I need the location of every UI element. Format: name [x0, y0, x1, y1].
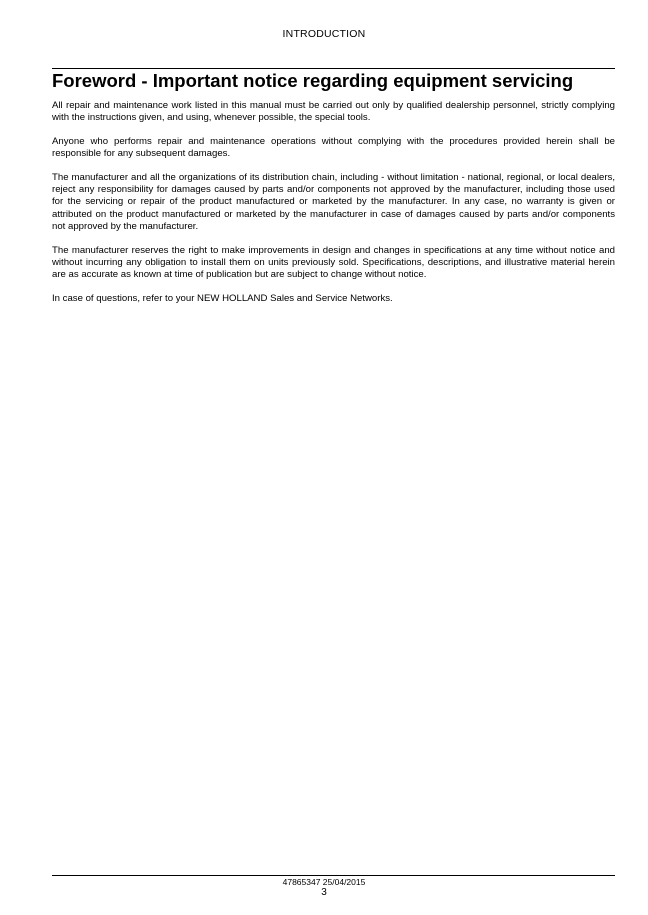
running-header: INTRODUCTION	[282, 28, 366, 40]
paragraph-specification-changes: The manufacturer reserves the right to make improvements in design and changes in specifications at any time without notice and without incurring any obligation to install them on units previously sold. Specifications, descriptions, and illustrative material herein are as accurate as known at time of publication but are subject to change without notice.	[52, 244, 615, 281]
paragraph-contact: In case of questions, refer to your NEW HOLLAND Sales and Service Networks.	[52, 292, 393, 304]
paragraph-qualified-personnel: All repair and maintenance work listed in this manual must be carried out only by qualified dealership personnel, strictly complying with the instructions given, and using, whenever possible, the special tools.	[52, 100, 615, 124]
paragraph-warranty-disclaimer: The manufacturer and all the organizations of its distribution chain, including - without limitation - national, regional, or local dealers, reject any responsibility for damages caused by parts and/or components not approved by the manufacturer, including those used for the servicing or repair of the product manufactured or marketed by the manufacturer. In any case, no warranty is given or attributed on the product manufactured or marketed by the manufacturer in case of damages caused by parts and/or components not approved by the manufacturer.	[52, 171, 615, 233]
paragraph-responsibility: Anyone who performs repair and maintenance operations without complying with the procedures provided herein shall be responsible for any subsequent damages.	[52, 135, 615, 160]
header-divider	[52, 68, 615, 69]
document-reference: 47865347 25/04/2015	[282, 877, 366, 887]
footer-divider	[52, 875, 615, 876]
section-title: Foreword - Important notice regarding equipment servicing	[52, 70, 574, 91]
section-body	[52, 100, 615, 316]
page-number: 3	[321, 887, 327, 898]
